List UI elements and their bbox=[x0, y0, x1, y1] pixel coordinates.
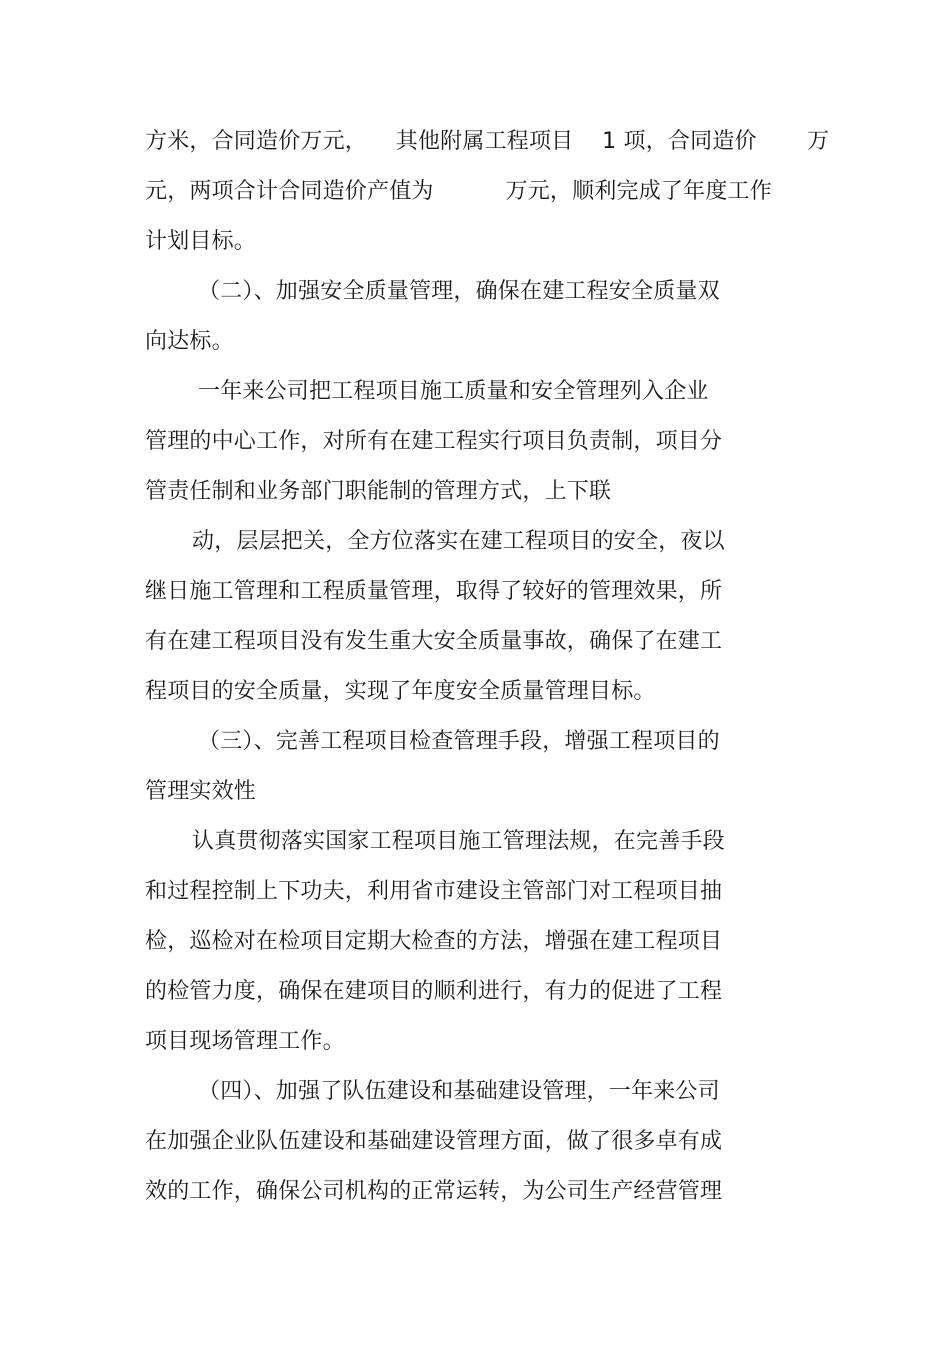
text-line-12: 程项目的安全质量，实现了年度安全质量管理目标。 bbox=[145, 679, 656, 704]
section-heading-2: （二）、加强安全质量管理，确保在建工程安全质量双 bbox=[198, 279, 720, 304]
text-line-19: 项目现场管理工作。 bbox=[145, 1029, 345, 1054]
text-line-10: 继日施工管理和工程质量管理，取得了较好的管理效果，所 bbox=[145, 579, 723, 604]
text-line-7: 管理的中心工作，对所有在建工程实行项目负责制，项目分 bbox=[145, 429, 723, 454]
text-line-16: 和过程控制上下功夫，利用省市建设主管部门对工程项目抽 bbox=[145, 879, 723, 904]
text-line-15: 认真贯彻落实国家工程项目施工管理法规，在完善手段 bbox=[192, 829, 725, 854]
text-line-3: 计划目标。 bbox=[145, 229, 257, 254]
text-line-8: 管责任制和业务部门职能制的管理方式，上下联 bbox=[145, 479, 612, 504]
text-line-6: 一年来公司把工程项目施工质量和安全管理列入企业 bbox=[198, 379, 709, 404]
text-line-2: 元，两项合计合同造价产值为 万元，顺利完成了年度工作 bbox=[145, 179, 772, 204]
text-line-21: 在加强企业队伍建设和基础建设管理方面，做了很多卓有成 bbox=[145, 1129, 723, 1154]
text-line-11: 有在建工程项目没有发生重大安全质量事故，确保了在建工 bbox=[145, 629, 723, 654]
text-line-5: 向达标。 bbox=[145, 329, 234, 354]
text-line-18: 的检管力度，确保在建项目的顺利进行，有力的促进了工程 bbox=[145, 979, 723, 1004]
text-line-17: 检，巡检对在检项目定期大检查的方法，增强在建工程项目 bbox=[145, 929, 723, 954]
text-line-9: 动，层层把关，全方位落实在建工程项目的安全，夜以 bbox=[192, 529, 725, 554]
section-heading-4: （四）、加强了队伍建设和基础建设管理，一年来公司 bbox=[198, 1079, 720, 1104]
section-heading-3: （三）、完善工程项目检查管理手段，增强工程项目的 bbox=[198, 729, 720, 754]
text-line-1: 方米，合同造价万元， 其他附属工程项目 1 项，合同造价 万 bbox=[145, 129, 830, 154]
text-line-22: 效的工作，确保公司机构的正常运转，为公司生产经营管理 bbox=[145, 1179, 723, 1204]
text-line-14: 管理实效性 bbox=[145, 779, 257, 804]
